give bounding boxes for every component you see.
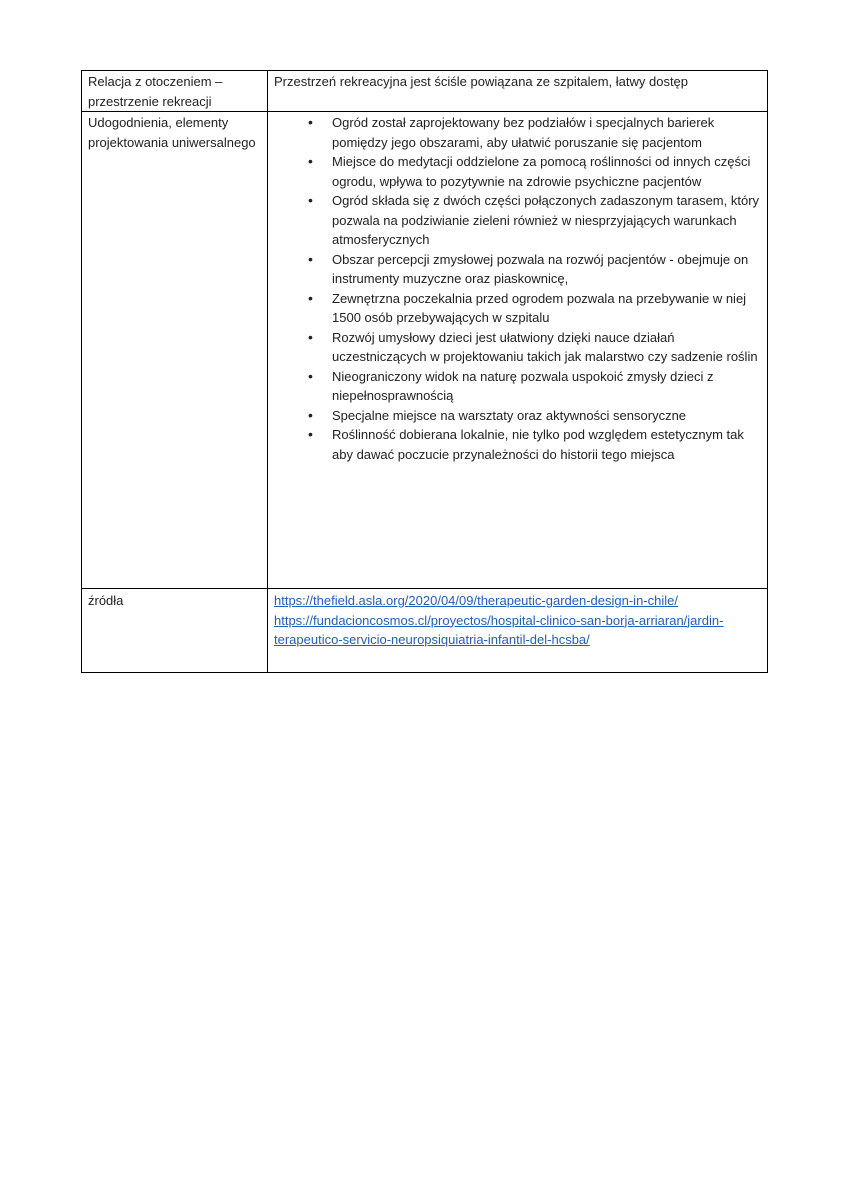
source-link[interactable]: https://thefield.asla.org/2020/04/09/therapeutic-garden-design-in-chile/ bbox=[274, 593, 678, 608]
table-row bbox=[82, 589, 768, 673]
table-row bbox=[82, 112, 768, 589]
row-content bbox=[268, 589, 768, 673]
bullet-list bbox=[274, 113, 762, 464]
list-item: • Ogród składa się z dwóch części połączonych zadaszonym tarasem, który pozwala na podziwianie zieleni również w niesprzyjających warunkach atmosferycznych bbox=[332, 191, 762, 250]
row-label: Udogodnienia, elementy projektowania uniwersalnego bbox=[82, 112, 268, 589]
row-label: źródła bbox=[82, 589, 268, 673]
table-row bbox=[82, 71, 768, 112]
info-table bbox=[81, 70, 768, 673]
list-item: • Obszar percepcji zmysłowej pozwala na rozwój pacjentów - obejmuje on instrumenty muzyczne oraz piaskownicę, bbox=[332, 250, 762, 289]
list-item: • Nieograniczony widok na naturę pozwala uspokoić zmysły dzieci z niepełnosprawnością bbox=[332, 367, 762, 406]
list-item: • Ogród został zaprojektowany bez podziałów i specjalnych barierek pomiędzy jego obszarami, aby ułatwić poruszanie się pacjentom bbox=[332, 113, 762, 152]
row-content bbox=[268, 112, 768, 589]
row-label: Relacja z otoczeniem – przestrzenie rekreacji bbox=[82, 71, 268, 112]
list-item: • Roślinność dobierana lokalnie, nie tylko pod względem estetycznym tak aby dawać poczucie przynależności do historii tego miejsca bbox=[332, 425, 762, 464]
list-item: • Zewnętrzna poczekalnia przed ogrodem pozwala na przebywanie w niej 1500 osób przebywających w szpitalu bbox=[332, 289, 762, 328]
source-link[interactable]: https://fundacioncosmos.cl/proyectos/hospital-clinico-san-borja-arriaran/jardin-terapeutico-servicio-neuropsiquiatria-infantil-del-hcsba/ bbox=[274, 612, 724, 647]
list-item: • Miejsce do medytacji oddzielone za pomocą roślinności od innych części ogrodu, wpływa to pozytywnie na zdrowie psychiczne pacjentów bbox=[332, 152, 762, 191]
list-item: • Specjalne miejsce na warsztaty oraz aktywności sensoryczne bbox=[332, 406, 762, 426]
list-item: • Rozwój umysłowy dzieci jest ułatwiony dzięki nauce działań uczestniczących w projektowaniu takich jak malarstwo czy sadzenie roślin bbox=[332, 328, 762, 367]
row-content: Przestrzeń rekreacyjna jest ściśle powiązana ze szpitalem, łatwy dostęp bbox=[268, 71, 768, 112]
